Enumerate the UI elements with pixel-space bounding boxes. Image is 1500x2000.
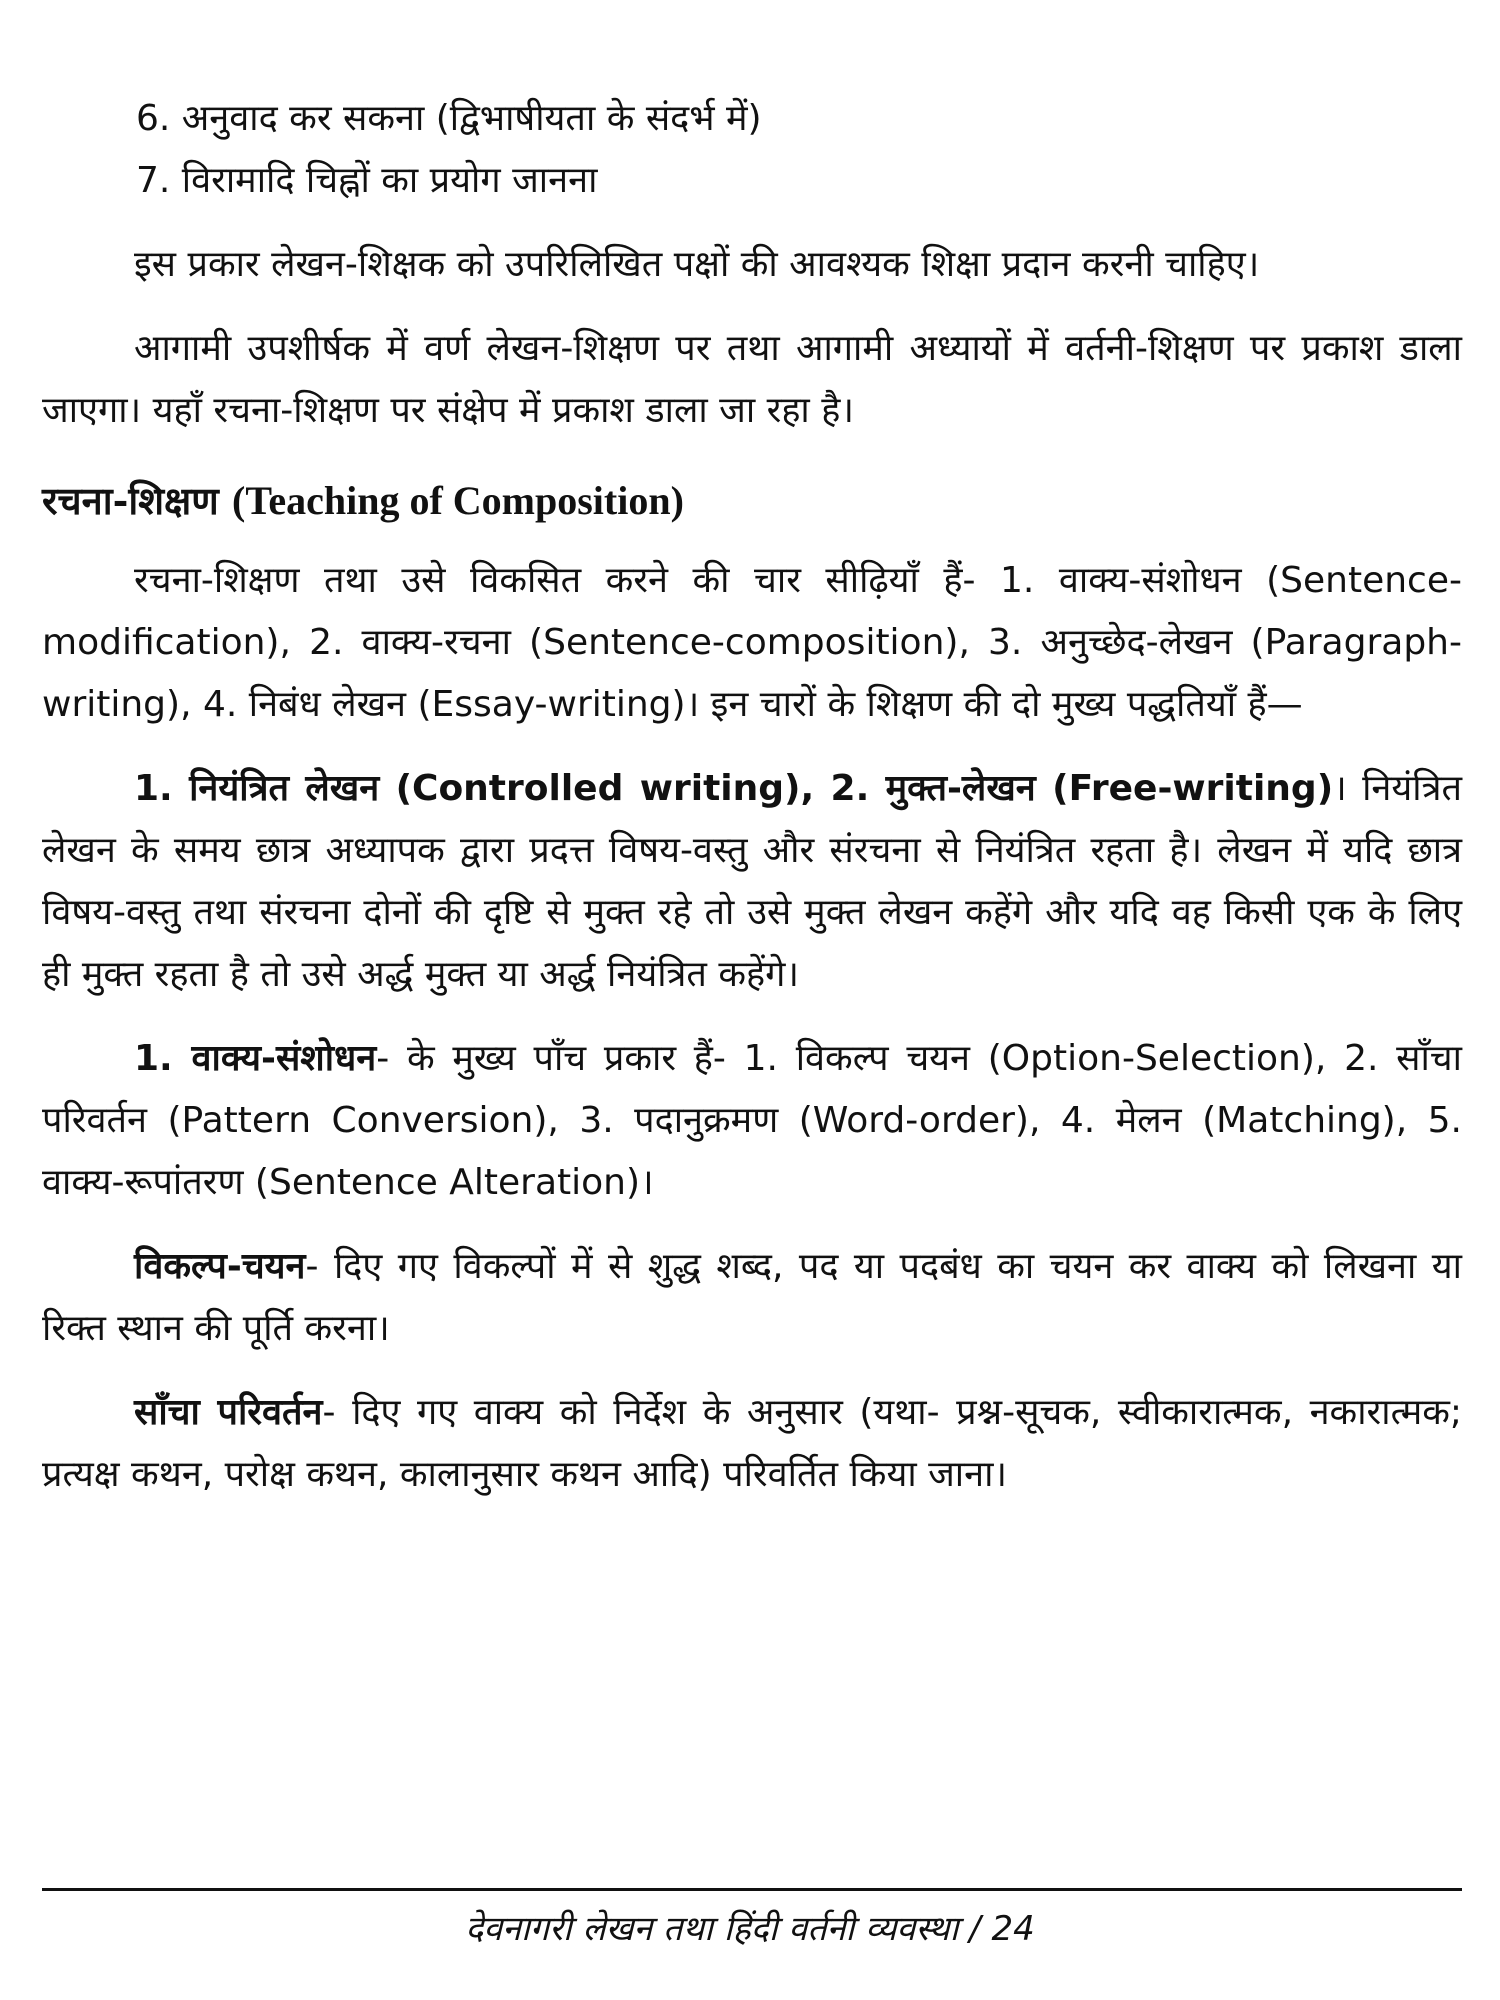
paragraph-1 — [42, 234, 1462, 296]
footer-book-title: देवनागरी लेखन तथा हिंदी वर्तनी व्यवस्था — [465, 1909, 959, 1949]
footer-page-number: 24 — [991, 1909, 1035, 1949]
paragraph-3 — [42, 550, 1462, 736]
section-heading-english: (Teaching of Composition) — [232, 478, 684, 523]
paragraph-2 — [42, 318, 1462, 442]
paragraph-7 — [42, 1382, 1462, 1506]
paragraph-1-text: इस प्रकार लेखन-शिक्षक को उपरिलिखित पक्षों की आवश्यक शिक्षा प्रदान करनी चाहिए। — [134, 244, 1260, 285]
paragraph-5-text: - के मुख्य पाँच प्रकार हैं- 1. विकल्प चयन (Option-Selection), 2. साँचा परिवर्तन (Pattern Conversion), 3. पदानुक्रमण (Word-order), 4. मेलन (Matching), 5. वाक्य-रूपांतरण (Sentence Alteration)। — [42, 1038, 1462, 1203]
section-heading — [42, 470, 1462, 532]
paragraph-5-bold: 1. वाक्य-संशोधन — [134, 1038, 377, 1079]
page-body — [42, 88, 1462, 1528]
paragraph-5 — [42, 1028, 1462, 1214]
paragraph-4 — [42, 758, 1462, 1006]
page-footer — [0, 1905, 1500, 1953]
paragraph-6-bold: विकल्प-चयन — [134, 1246, 306, 1287]
paragraph-6-text: - दिए गए विकल्पों में से शुद्ध शब्द, पद या पदबंध का चयन कर वाक्य को लिखना या रिक्त स्थान की पूर्ति करना। — [42, 1246, 1462, 1349]
section-heading-hindi: रचना-शिक्षण — [42, 478, 219, 523]
paragraph-2-text: आगामी उपशीर्षक में वर्ण लेखन-शिक्षण पर तथा आगामी अध्यायों में वर्तनी-शिक्षण पर प्रकाश डाला जाएगा। यहाँ रचना-शिक्षण पर संक्षेप में प्रकाश डाला जा रहा है। — [42, 328, 1462, 431]
paragraph-6 — [42, 1236, 1462, 1360]
paragraph-4-text: । नियंत्रित लेखन के समय छात्र अध्यापक द्वारा प्रदत्त विषय-वस्तु और संरचना से नियंत्रित रहता है। लेखन में यदि छात्र विषय-वस्तु तथा संरचना दोनों की दृष्टि से मुक्त रहे तो उसे मुक्त लेखन कहेंगे और यदि वह किसी एक के लिए ही मुक्त रहता है तो उसे अर्द्ध मुक्त या अर्द्ध नियंत्रित कहेंगे। — [42, 768, 1462, 995]
paragraph-3-text: रचना-शिक्षण तथा उसे विकसित करने की चार सीढ़ियाँ हैं- 1. वाक्य-संशोधन (Sentence-modification), 2. वाक्य-रचना (Sentence-composition), 3. अनुच्छेद-लेखन (Paragraph-writing), 4. निबंध लेखन (Essay-writing)। इन चारों के शिक्षण की दो मुख्य पद्धतियाँ हैं— — [42, 560, 1462, 725]
paragraph-4-bold: 1. नियंत्रित लेखन (Controlled writing), 2. मुक्त-लेखन (Free-writing) — [134, 768, 1334, 809]
paragraph-7-text: - दिए गए वाक्य को निर्देश के अनुसार (यथा- प्रश्न-सूचक, स्वीकारात्मक, नकारात्मक; प्रत्यक्ष कथन, परोक्ष कथन, कालानुसार कथन आदि) परिवर्तित किया जाना। — [42, 1392, 1462, 1495]
list-item-6: 6. अनुवाद कर सकना (द्विभाषीयता के संदर्भ में) — [136, 98, 762, 139]
list-item-7: 7. विरामादि चिह्नों का प्रयोग जानना — [136, 160, 598, 201]
footer-divider — [42, 1888, 1462, 1891]
footer-separator: / — [969, 1909, 981, 1949]
paragraph-7-bold: साँचा परिवर्तन — [134, 1392, 323, 1433]
